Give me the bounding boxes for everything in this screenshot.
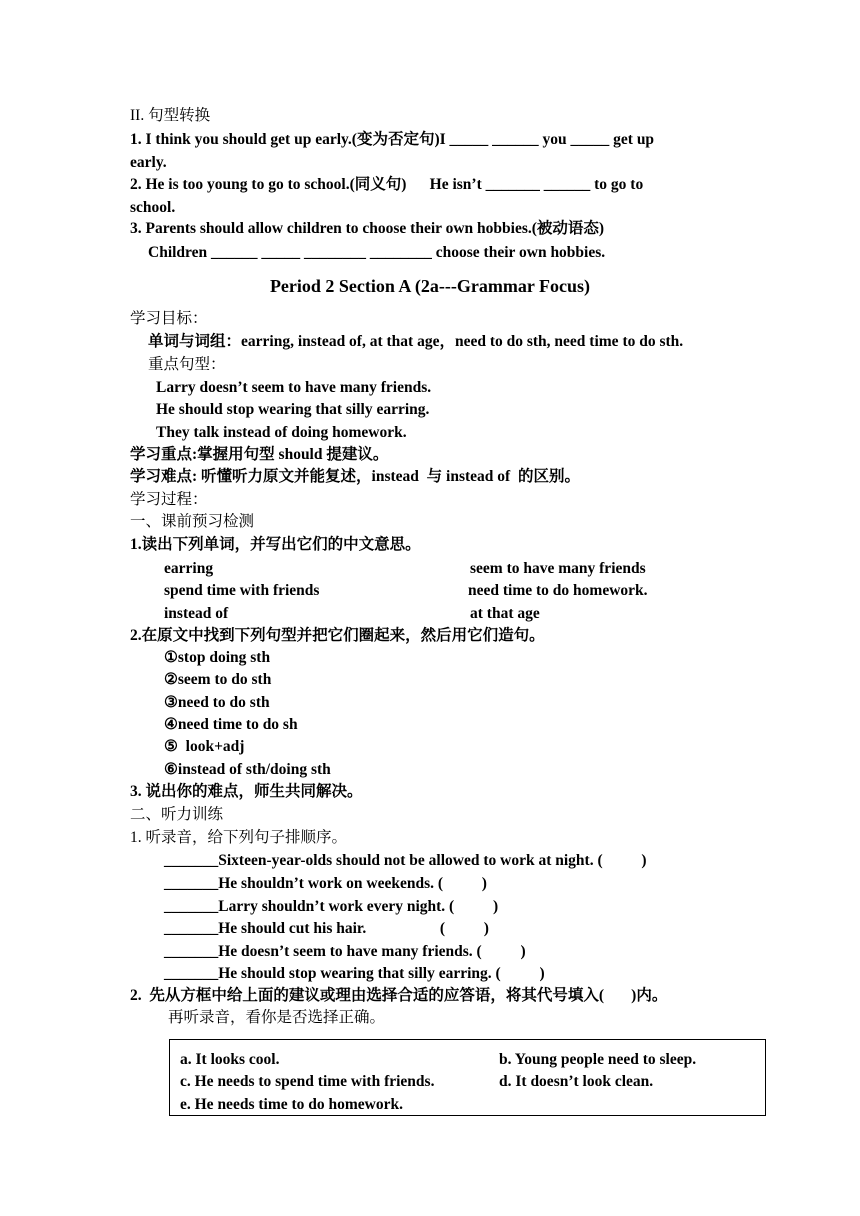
section-heading-1: 一、课前预习检测 xyxy=(130,513,255,530)
listening-task-1: 1. 听录音，给下列句子排顺序。 xyxy=(130,829,348,846)
question-2-line-1: 2. He is too young to go to school.(同义句) He isn’t _______ ______ to go to xyxy=(130,176,644,193)
option-item: c. He needs to spend time with friends. xyxy=(180,1073,435,1090)
order-sentence: _______Sixteen-year-olds should not be allowed to work at night. ( ) xyxy=(164,852,647,869)
option-item: a. It looks cool. xyxy=(180,1051,280,1068)
question-2-line-2: school. xyxy=(130,199,176,216)
section-heading-ii: II. 句型转换 xyxy=(130,107,211,124)
word-item: earring xyxy=(164,560,214,577)
task-3-instruction: 3. 说出你的难点，师生共同解决。 xyxy=(130,783,363,800)
structure-item: ③need to do sth xyxy=(164,694,270,711)
order-sentence: _______He shouldn’t work on weekends. ( ) xyxy=(164,875,487,892)
answer-options-box xyxy=(169,1039,766,1116)
order-sentence: _______Larry shouldn’t work every night. ( ) xyxy=(164,898,499,915)
structure-item: ①stop doing sth xyxy=(164,649,271,666)
pattern-sentence: Larry doesn’t seem to have many friends. xyxy=(156,379,432,396)
option-item: d. It doesn’t look clean. xyxy=(499,1073,654,1090)
question-3-line-1: 3. Parents should allow children to choose their own hobbies.(被动语态) xyxy=(130,220,605,237)
word-item: need time to do homework. xyxy=(468,582,648,599)
option-item: e. He needs time to do homework. xyxy=(180,1096,403,1113)
pattern-label: 重点句型： xyxy=(148,356,226,373)
question-1-line-1: 1. I think you should get up early.(变为否定句)I _____ ______ you _____ get up xyxy=(130,131,655,148)
order-sentence: _______He doesn’t seem to have many friends. ( ) xyxy=(164,943,526,960)
section-heading-2: 二、听力训练 xyxy=(130,806,224,823)
listening-task-2-line-2: 再听录音，看你是否选择正确。 xyxy=(168,1009,386,1026)
question-1-line-2: early. xyxy=(130,154,167,171)
order-sentence: _______He should cut his hair. ( ) xyxy=(164,920,489,937)
learning-difficulty: 学习难点: 听懂听力原文并能复述，instead 与 instead of 的区别。 xyxy=(130,468,580,485)
order-sentence: _______He should stop wearing that silly earring. ( ) xyxy=(164,965,545,982)
structure-item: ②seem to do sth xyxy=(164,671,272,688)
structure-item: ⑤ look+adj xyxy=(164,738,245,755)
word-item: seem to have many friends xyxy=(470,560,646,577)
structure-item: ④need time to do sh xyxy=(164,716,298,733)
task-1-instruction: 1.读出下列单词，并写出它们的中文意思。 xyxy=(130,536,421,553)
period-title: Period 2 Section A (2a---Grammar Focus) xyxy=(269,276,591,296)
option-item: b. Young people need to sleep. xyxy=(499,1051,697,1068)
pattern-sentence: They talk instead of doing homework. xyxy=(156,424,407,441)
word-item: at that age xyxy=(470,605,540,622)
word-item: spend time with friends xyxy=(164,582,320,599)
learning-focus: 学习重点:掌握用句型 should 提建议。 xyxy=(130,446,389,463)
word-item: instead of xyxy=(164,605,229,622)
learning-process-label: 学习过程： xyxy=(130,491,208,508)
vocab-line: 单词与词组：earring, instead of, at that age，need to do sth, need time to do sth. xyxy=(148,333,684,350)
listening-task-2-line-1: 2. 先从方框中给上面的建议或理由选择合适的应答语，将其代号填入( )内。 xyxy=(130,987,668,1004)
question-3-line-2: Children ______ _____ ________ ________ choose their own hobbies. xyxy=(148,244,606,261)
pattern-sentence: He should stop wearing that silly earring. xyxy=(156,401,430,418)
task-2-instruction: 2.在原文中找到下列句型并把它们圈起来，然后用它们造句。 xyxy=(130,627,545,644)
structure-item: ⑥instead of sth/doing sth xyxy=(164,761,331,778)
goal-label: 学习目标： xyxy=(130,310,208,327)
